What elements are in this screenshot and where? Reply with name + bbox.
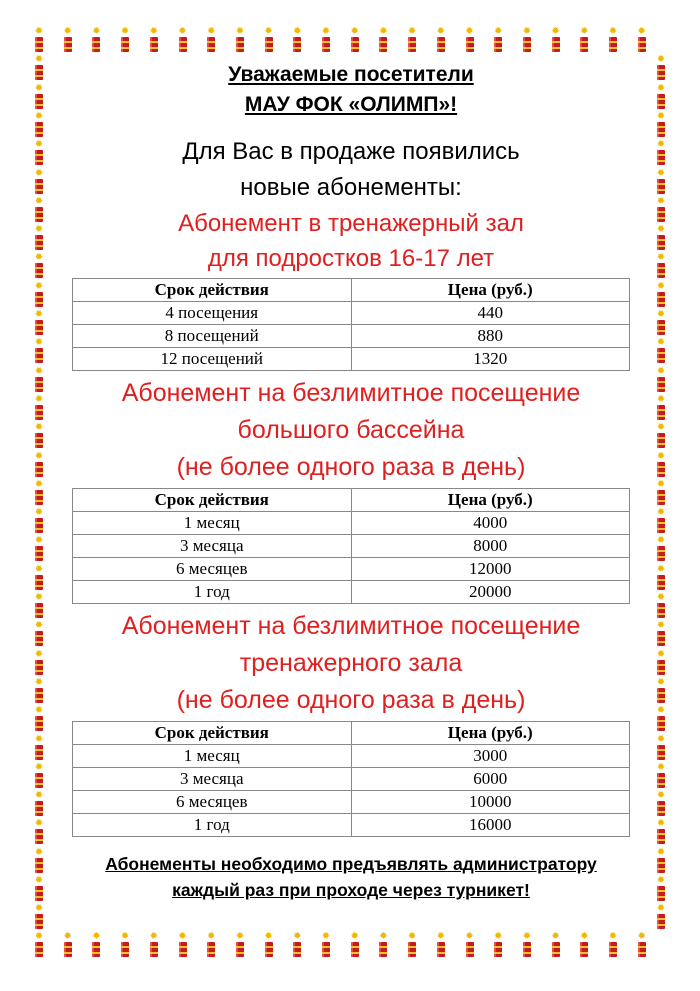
firecracker-icon: ✹ (62, 935, 74, 959)
price-cell: 16000 (351, 814, 630, 837)
firecracker-icon: ✹ (33, 624, 45, 648)
firecracker-icon: ✹ (655, 313, 667, 337)
firecracker-icon: ✹ (492, 935, 504, 959)
column-header-price: Цена (руб.) (351, 489, 630, 512)
firecracker-icon: ✹ (655, 483, 667, 507)
firecracker-icon: ✹ (205, 935, 217, 959)
term-cell: 3 месяца (73, 535, 352, 558)
firecracker-icon: ✹ (578, 30, 590, 54)
column-header-term: Срок действия (73, 489, 352, 512)
firecracker-icon: ✹ (33, 87, 45, 111)
section-title-line: (не более одного раза в день) (176, 453, 526, 481)
firecracker-icon: ✹ (234, 935, 246, 959)
intro-line-1: Для Вас в продаже появились (182, 138, 520, 165)
firecracker-icon: ✹ (33, 341, 45, 365)
firecracker-icon: ✹ (655, 87, 667, 111)
price-cell: 440 (351, 302, 630, 325)
firecracker-icon: ✹ (655, 511, 667, 535)
section-teen-gym (56, 206, 646, 371)
firecracker-icon: ✹ (119, 935, 131, 959)
price-cell: 6000 (351, 768, 630, 791)
firecracker-icon: ✹ (655, 568, 667, 592)
firecracker-icon: ✹ (33, 115, 45, 139)
firecracker-icon: ✹ (377, 30, 389, 54)
firecracker-icon: ✹ (636, 30, 648, 54)
term-cell: 12 посещений (73, 348, 352, 371)
table-header-row (73, 279, 630, 302)
firecracker-icon: ✹ (33, 172, 45, 196)
firecracker-icon: ✹ (291, 935, 303, 959)
term-cell: 6 месяцев (73, 558, 352, 581)
table-row (73, 302, 630, 325)
table-row (73, 581, 630, 604)
firecracker-icon: ✹ (464, 30, 476, 54)
price-table (72, 721, 630, 837)
firecracker-icon: ✹ (33, 879, 45, 903)
firecracker-icon: ✹ (655, 879, 667, 903)
firecracker-icon: ✹ (33, 653, 45, 677)
firecracker-icon: ✹ (655, 200, 667, 224)
table-header-row (73, 722, 630, 745)
term-cell: 1 месяц (73, 512, 352, 535)
firecracker-icon: ✹ (578, 935, 590, 959)
firecracker-icon: ✹ (655, 907, 667, 931)
firecracker-icon: ✹ (33, 30, 45, 54)
firecracker-icon: ✹ (349, 30, 361, 54)
price-cell: 1320 (351, 348, 630, 371)
firecracker-icon: ✹ (33, 822, 45, 846)
firecracker-icon: ✹ (33, 370, 45, 394)
notice-footer (56, 851, 646, 903)
section-title-line: (не более одного раза в день) (176, 686, 526, 714)
firecracker-icon: ✹ (33, 907, 45, 931)
firecracker-icon: ✹ (234, 30, 246, 54)
firecracker-icon: ✹ (119, 30, 131, 54)
firecracker-icon: ✹ (521, 935, 533, 959)
section-title-line: большого бассейна (237, 416, 465, 444)
intro-text (56, 134, 646, 206)
term-cell: 8 посещений (73, 325, 352, 348)
firecracker-icon: ✹ (655, 455, 667, 479)
firecracker-icon: ✹ (435, 30, 447, 54)
term-cell: 4 посещения (73, 302, 352, 325)
firecracker-icon: ✹ (607, 935, 619, 959)
firecracker-icon: ✹ (33, 256, 45, 280)
firecracker-icon: ✹ (655, 228, 667, 252)
firecracker-icon: ✹ (349, 935, 361, 959)
firecracker-icon: ✹ (655, 766, 667, 790)
firecracker-icon: ✹ (33, 766, 45, 790)
section-title (56, 206, 646, 276)
table-header-row (73, 489, 630, 512)
section-gym-unlimited (56, 608, 646, 837)
table-row (73, 325, 630, 348)
column-header-price: Цена (руб.) (351, 722, 630, 745)
firecracker-icon: ✹ (291, 30, 303, 54)
term-cell: 6 месяцев (73, 791, 352, 814)
firecracker-icon: ✹ (655, 398, 667, 422)
term-cell: 1 год (73, 581, 352, 604)
heading-line-1: Уважаемые посетители (228, 63, 474, 86)
firecracker-icon: ✹ (90, 935, 102, 959)
section-title-line: Абонемент на безлимитное посещение (121, 612, 581, 640)
firecracker-icon: ✹ (177, 30, 189, 54)
price-cell: 880 (351, 325, 630, 348)
firecracker-icon: ✹ (655, 794, 667, 818)
section-title-line: тренажерного зала (239, 649, 463, 677)
price-table (72, 278, 630, 371)
firecracker-icon: ✹ (33, 143, 45, 167)
firecracker-icon: ✹ (655, 370, 667, 394)
price-cell: 8000 (351, 535, 630, 558)
firecracker-icon: ✹ (655, 851, 667, 875)
firecracker-icon: ✹ (607, 30, 619, 54)
firecracker-icon: ✹ (492, 30, 504, 54)
firecracker-icon: ✹ (33, 851, 45, 875)
table-row (73, 558, 630, 581)
table-row (73, 512, 630, 535)
firecracker-icon: ✹ (205, 30, 217, 54)
firecracker-icon: ✹ (636, 935, 648, 959)
footer-line-1: Абонементы необходимо предъявлять администратору (105, 854, 597, 874)
firecracker-icon: ✹ (33, 200, 45, 224)
price-cell: 12000 (351, 558, 630, 581)
firecracker-icon: ✹ (33, 709, 45, 733)
firecracker-icon: ✹ (33, 738, 45, 762)
firecracker-icon: ✹ (655, 539, 667, 563)
firecracker-icon: ✹ (521, 30, 533, 54)
firecracker-icon: ✹ (406, 30, 418, 54)
table-row (73, 814, 630, 837)
notice-content (56, 60, 646, 903)
firecracker-icon: ✹ (33, 681, 45, 705)
table-row (73, 768, 630, 791)
notice-heading (56, 60, 646, 120)
term-cell: 1 год (73, 814, 352, 837)
firecracker-icon: ✹ (435, 935, 447, 959)
section-title (56, 608, 646, 719)
firecracker-icon: ✹ (33, 398, 45, 422)
section-title-line: для подростков 16-17 лет (207, 245, 495, 272)
column-header-term: Срок действия (73, 279, 352, 302)
firecracker-icon: ✹ (655, 596, 667, 620)
firecracker-icon: ✹ (177, 935, 189, 959)
firecracker-icon: ✹ (655, 624, 667, 648)
firecracker-icon: ✹ (655, 58, 667, 82)
firecracker-icon: ✹ (33, 511, 45, 535)
firecracker-icon: ✹ (464, 935, 476, 959)
intro-line-2: новые абонементы: (240, 174, 462, 201)
firecracker-icon: ✹ (655, 426, 667, 450)
price-cell: 4000 (351, 512, 630, 535)
firecracker-icon: ✹ (655, 115, 667, 139)
firecracker-icon: ✹ (263, 30, 275, 54)
firecracker-icon: ✹ (33, 568, 45, 592)
firecracker-icon: ✹ (655, 738, 667, 762)
price-table (72, 488, 630, 604)
table-row (73, 745, 630, 768)
firecracker-icon: ✹ (33, 426, 45, 450)
firecracker-icon: ✹ (62, 30, 74, 54)
term-cell: 3 месяца (73, 768, 352, 791)
column-header-price: Цена (руб.) (351, 279, 630, 302)
firecracker-icon: ✹ (33, 596, 45, 620)
section-title (56, 375, 646, 486)
firecracker-icon: ✹ (263, 935, 275, 959)
firecracker-icon: ✹ (148, 935, 160, 959)
firecracker-icon: ✹ (90, 30, 102, 54)
table-row (73, 535, 630, 558)
firecracker-icon: ✹ (320, 935, 332, 959)
firecracker-icon: ✹ (33, 313, 45, 337)
footer-line-2: каждый раз при проходе через турникет! (172, 880, 530, 900)
price-cell: 3000 (351, 745, 630, 768)
firecracker-icon: ✹ (655, 709, 667, 733)
firecracker-icon: ✹ (655, 256, 667, 280)
section-title-line: Абонемент на безлимитное посещение (121, 379, 581, 407)
table-row (73, 791, 630, 814)
firecracker-icon: ✹ (655, 341, 667, 365)
firecracker-icon: ✹ (320, 30, 332, 54)
firecracker-icon: ✹ (655, 143, 667, 167)
firecracker-icon: ✹ (33, 935, 45, 959)
firecracker-icon: ✹ (406, 935, 418, 959)
section-pool (56, 375, 646, 604)
table-row (73, 348, 630, 371)
price-cell: 10000 (351, 791, 630, 814)
section-title-line: Абонемент в тренажерный зал (178, 210, 524, 237)
firecracker-icon: ✹ (33, 483, 45, 507)
column-header-term: Срок действия (73, 722, 352, 745)
firecracker-icon: ✹ (33, 228, 45, 252)
term-cell: 1 месяц (73, 745, 352, 768)
firecracker-icon: ✹ (33, 455, 45, 479)
firecracker-icon: ✹ (655, 822, 667, 846)
firecracker-icon: ✹ (148, 30, 160, 54)
firecracker-icon: ✹ (655, 653, 667, 677)
firecracker-icon: ✹ (33, 58, 45, 82)
firecracker-icon: ✹ (550, 30, 562, 54)
price-cell: 20000 (351, 581, 630, 604)
firecracker-icon: ✹ (33, 794, 45, 818)
firecracker-icon: ✹ (655, 681, 667, 705)
firecracker-icon: ✹ (33, 285, 45, 309)
firecracker-icon: ✹ (550, 935, 562, 959)
firecracker-icon: ✹ (377, 935, 389, 959)
heading-line-2: МАУ ФОК «ОЛИМП»! (244, 93, 458, 116)
firecracker-icon: ✹ (655, 172, 667, 196)
firecracker-icon: ✹ (655, 285, 667, 309)
firecracker-icon: ✹ (33, 539, 45, 563)
